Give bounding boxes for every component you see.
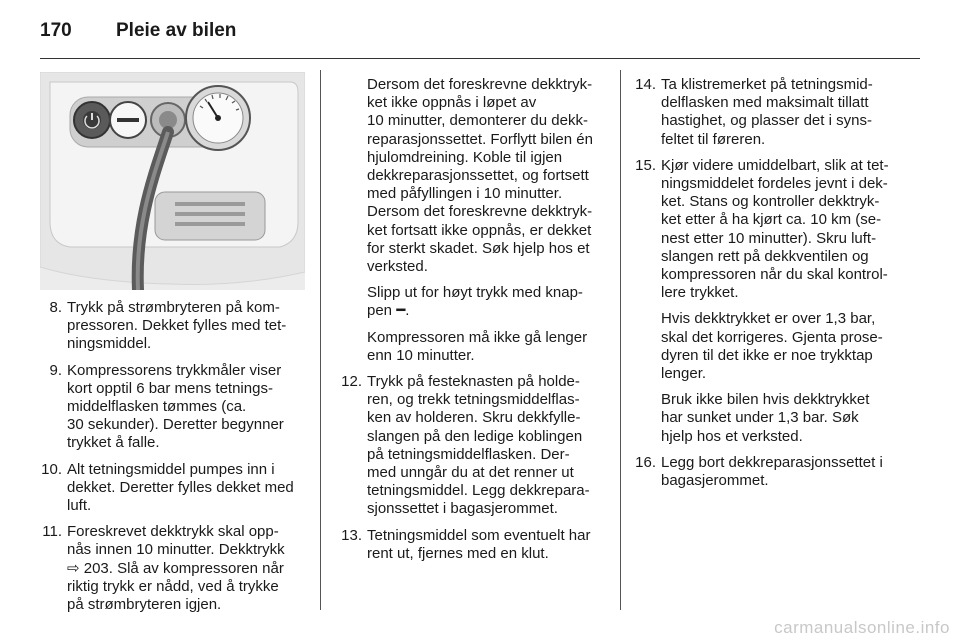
paragraph: Dersom det foreskrevne dekktryk- ket ikke oppnås i løpet av 10 minutter, demonterer du dekk- reparasjonssettet. Forflytt bilen én hjulomdreining. Koble til igjen dekkreparasjonssettet, og fortsett med påfyllingen i 10 minutter. Dersom det foreskrevne dekktryk- ket fortsatt ikke oppnås, er dekket for sterkt skadet. Søk hjelp hos et verksted.: [367, 76, 593, 276]
column-3: [634, 76, 918, 498]
header-divider: [40, 58, 920, 59]
list-item: 11. Foreskrevet dekktrykk skal opp- nås innen 10 minutter. Dekktrykk ⇨ 203. Slå av kompressoren når riktig trykk er nådd, ved å trykke på strømbryteren igjen.: [40, 523, 310, 614]
page-number: 170: [40, 20, 72, 41]
list-item: 16. Legg bort dekkreparasjonssettet i bagasjerommet.: [635, 453, 883, 490]
list-item: 9. Kompressorens trykkmåler viser kort opptil 6 bar mens tetnings- middelflasken tømmes (ca. 30 sekunder). Deretter begynner trykket å falle.: [49, 361, 284, 452]
list-item: 13. Tetningsmiddel som eventuelt har rent ut, fjernes med en klut.: [341, 526, 591, 562]
page-header: [40, 16, 920, 48]
column-divider-2: [620, 70, 621, 610]
paragraph: Kompressoren må ikke gå lenger enn 10 minutter.: [367, 328, 588, 364]
page-reference-link[interactable]: ⇨ 203. Slå av kompressoren når: [67, 559, 284, 577]
compressor-illustration: [40, 72, 305, 290]
list-item: 10. Alt tetningsmiddel pumpes inn i dekket. Deretter fylles dekket med luft.: [41, 460, 294, 515]
list-item: 14. Ta klistremerket på tetningsmid- delflasken med maksimalt tillatt hastighet, og plasser det i syns- feltet til føreren.: [635, 76, 873, 148]
list-item: 12. Trykk på festeknasten på holde- ren, og trekk tetningsmiddelflas- ken av holderen. Skru dekkfylle- slangen på den ledige koblingen på tetningsmiddelflasken. Der- med unngår du at det renner ut tetningsmiddel. Legg dekkrepara- sjonssettet i bagasjerommet.: [341, 373, 590, 518]
paragraph: Slipp ut for høyt trykk med knap- pen ━.: [367, 284, 583, 320]
watermark: carmanualsonline.info: [774, 618, 950, 637]
list-item: 15. Kjør videre umiddelbart, slik at tet- ningsmiddelet fordeles jevnt i dek- ket. Stans og kontroller dekktryk- ket etter å ha kjørt ca. 10 km (se- nest etter 10 minutter). Skru luft- slangen rett på dekkventilen og kompressoren når du skal kontrol- lere trykket. Hvis dekktrykket er over 1,3 bar, skal det korrigeres. Gjenta prose- dyren til det ikke er noe trykktap lenger. Bruk ikke bilen hvis dekktrykket har sunket under 1,3 bar. Søk hjelp hos et verksted.: [635, 156, 889, 445]
column-divider-1: [320, 70, 321, 610]
page-title: Pleie av bilen: [116, 20, 237, 41]
column-2: [340, 76, 608, 571]
column-1: [40, 299, 310, 622]
list-item: 8. Trykk på strømbryteren på kom- pressoren. Dekket fylles med tet- ningsmiddel.: [49, 299, 287, 353]
